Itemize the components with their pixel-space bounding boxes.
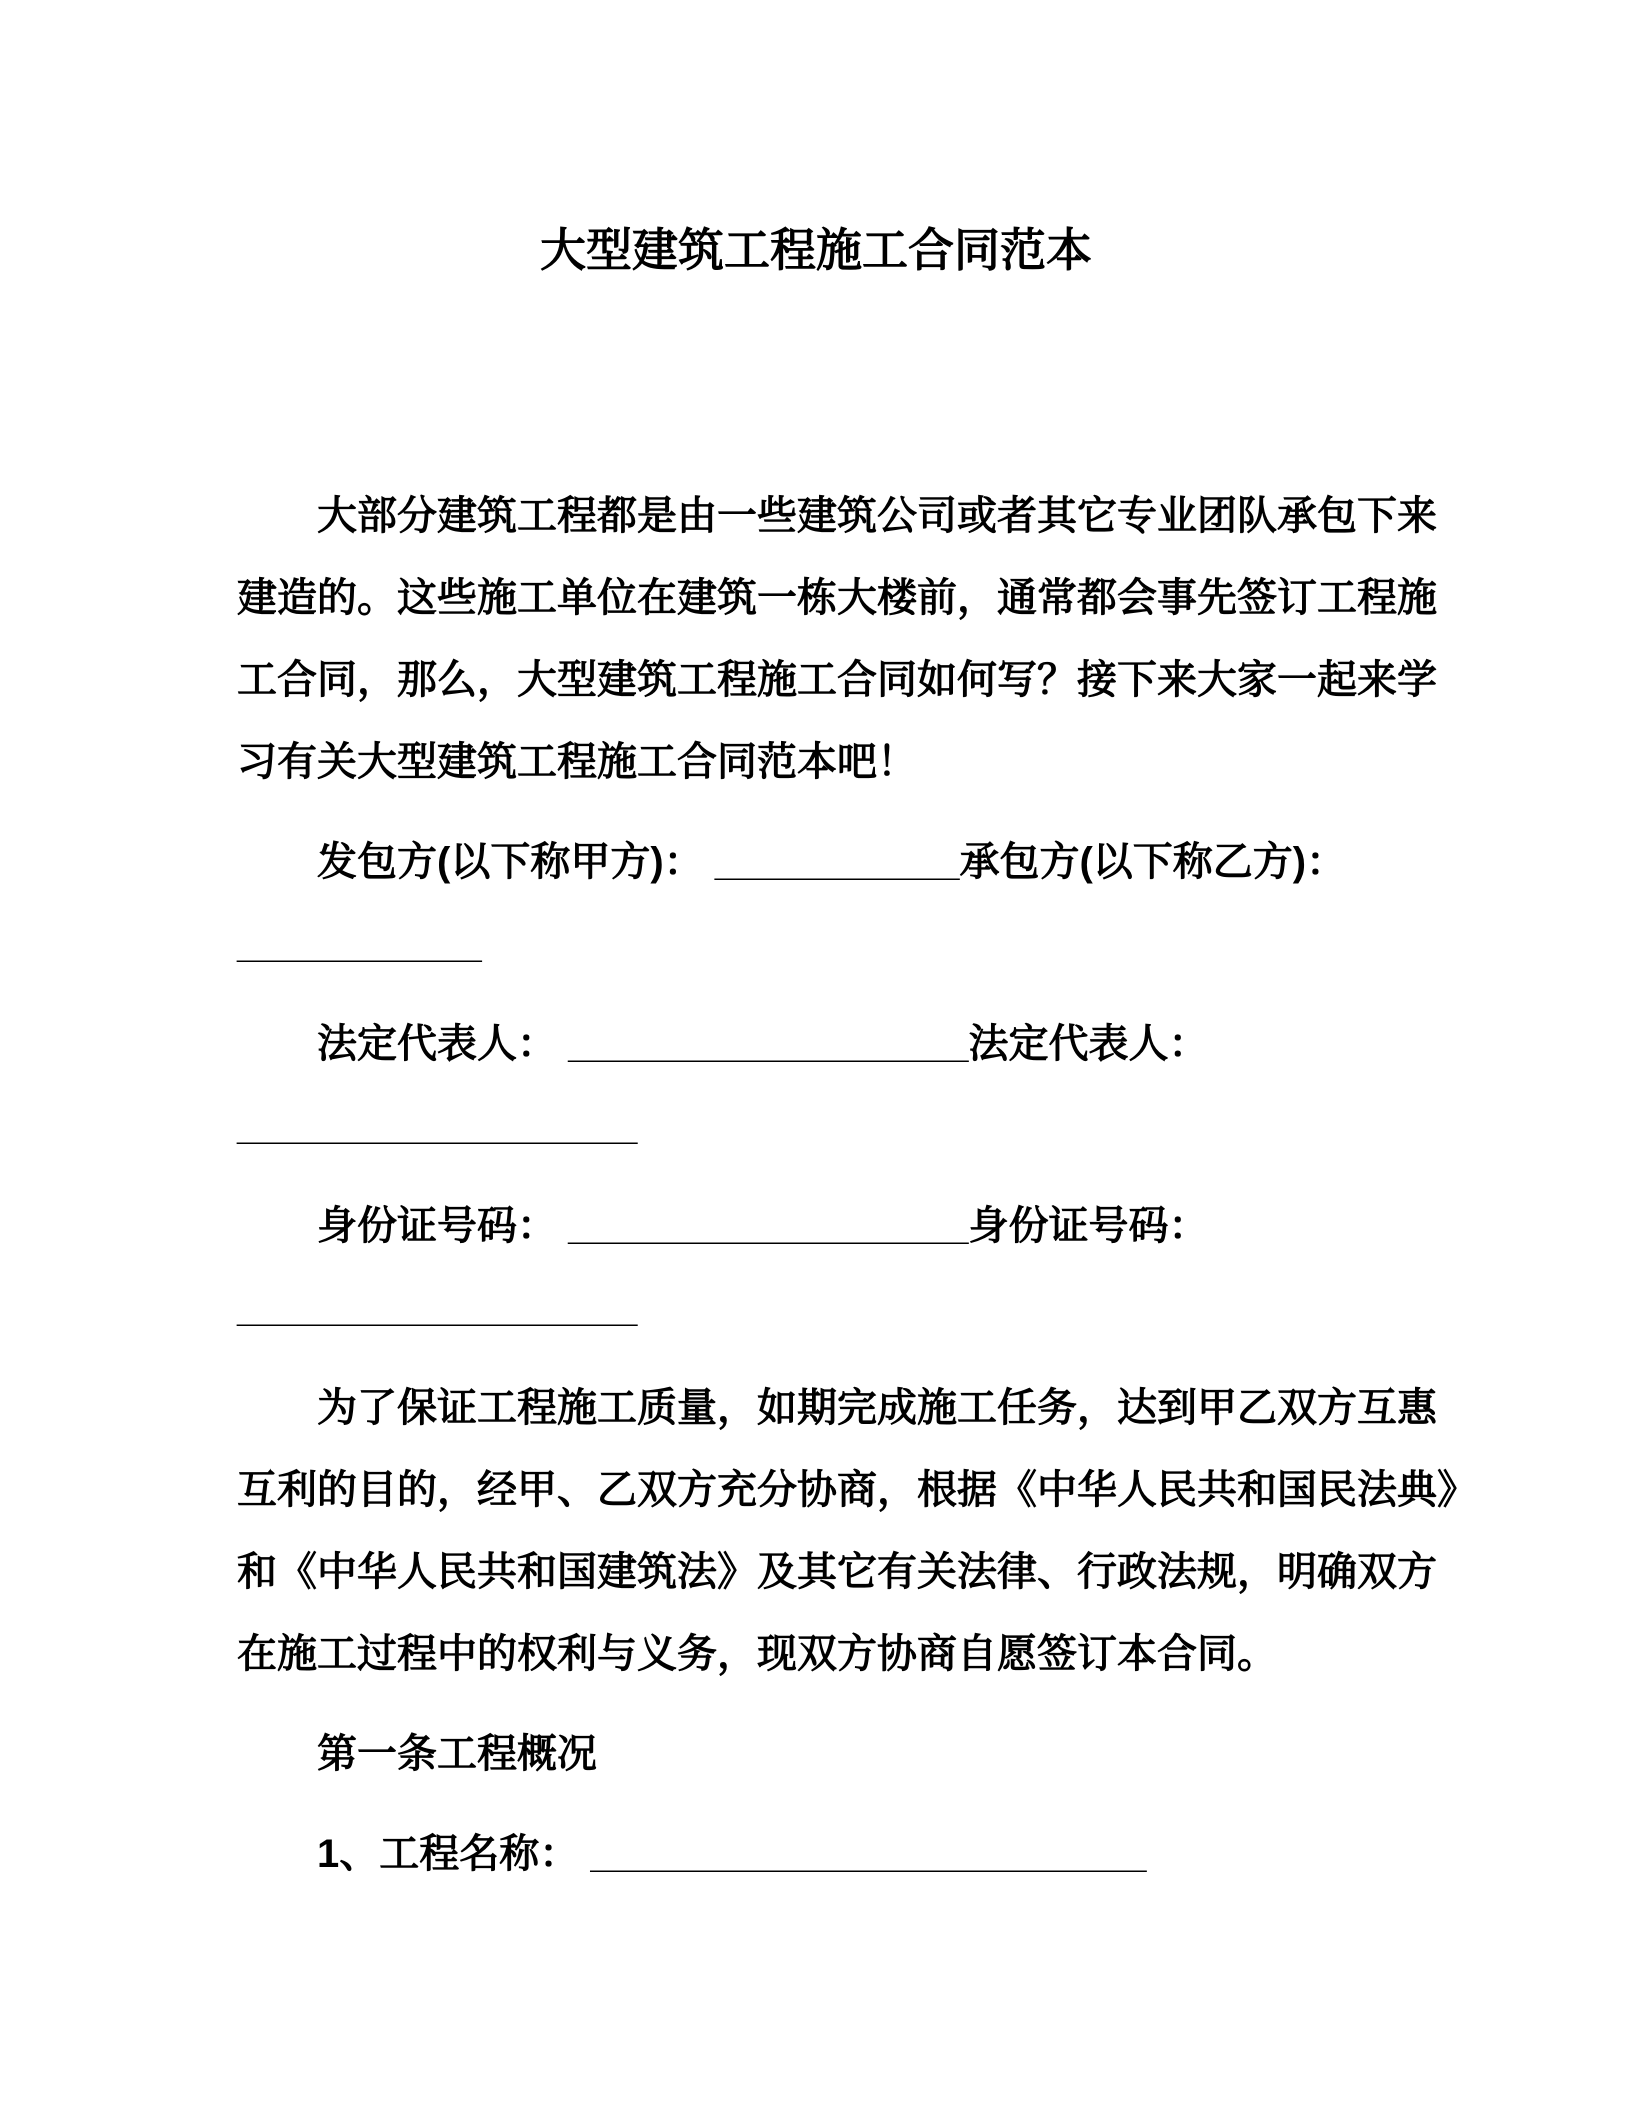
purpose-line-2: 互利的目的，经甲、乙双方充分协商，根据《中华人民共和国民法典》 [237,1468,1477,1512]
document-title: 大型建筑工程施工合同范本 [540,224,1092,276]
purpose-line-3: 和《中华人民共和国建筑法》及其它有关法律、行政法规，明确双方 [237,1550,1437,1594]
intro-line-3: 工合同，那么，大型建筑工程施工合同如何写？接下来大家一起来学 [237,658,1437,702]
legal-rep-blank-line: __________________ [237,1104,638,1148]
legal-rep-labels-line: 法定代表人： __________________法定代表人： [317,1022,1209,1066]
intro-line-1: 大部分建筑工程都是由一些建筑公司或者其它专业团队承包下来 [317,494,1437,538]
party-labels-line: 发包方(以下称甲方)： ___________承包方(以下称乙方)： [317,840,1347,884]
intro-paragraph [237,475,1437,803]
article1-heading [237,1713,1395,1795]
id-number-blank-line: __________________ [237,1286,638,1330]
purpose-line-1: 为了保证工程施工质量，如期完成施工任务，达到甲乙双方互惠 [317,1386,1437,1430]
party-fill-field [237,821,1395,985]
party-blank-line: ___________ [237,922,482,966]
purpose-line-4: 在施工过程中的权利与义务，现双方协商自愿签订本合同。 [237,1632,1277,1676]
intro-line-2: 建造的。这些施工单位在建筑一栋大楼前，通常都会事先签订工程施 [237,576,1437,620]
intro-line-4: 习有关大型建筑工程施工合同范本吧！ [237,740,917,784]
legal-representative-field [237,1003,1395,1167]
article1-heading-line: 第一条工程概况 [317,1732,597,1776]
id-number-field [237,1185,1395,1349]
project-name-line: 1、工程名称： _________________________ [317,1832,1147,1876]
project-name-field [237,1813,1395,1895]
purpose-paragraph [237,1367,1477,1695]
id-number-labels-line: 身份证号码： __________________身份证号码： [317,1204,1209,1248]
